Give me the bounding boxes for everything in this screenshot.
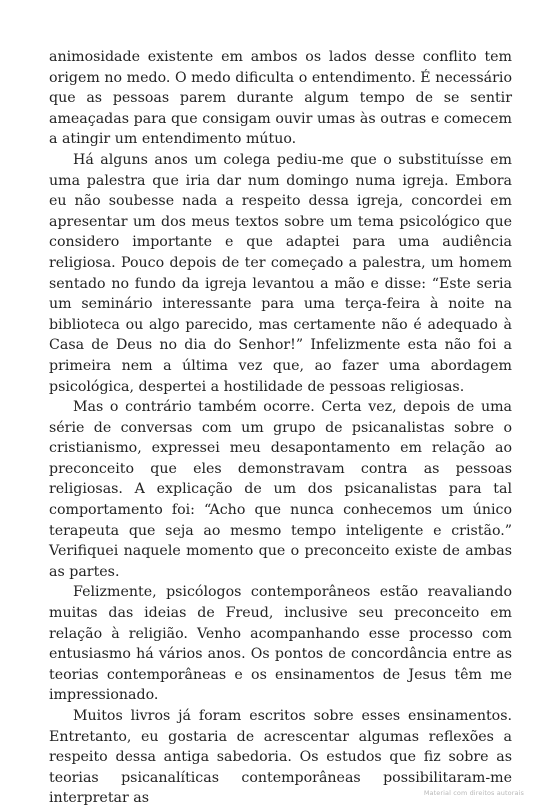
paragraph-continuation: animosidade existente em ambos os lados desse conflito tem origem no medo. O medo dificulta o entendimento. É necessário que as pessoas parem durante algum tempo de se sentir ameaçadas para que consigam ouvir umas às outras e comecem a atingir um entendimento mútuo.	[49, 49, 512, 148]
paragraph-psychoanalysts: Mas o contrário também ocorre. Certa vez, depois de uma série de conversas com um grupo de psicanalistas sobre o cristianismo, expressei meu desapontamento em relação ao preconceito que eles demonstravam contra as pessoas religiosas. A explicação de um dos psicanalistas para tal comportamento foi: “Acho que nunca conhecemos um único terapeuta que seja ao mesmo tempo inteligente e cristão.” Verifiquei naquele momento que o preconceito existe de ambas as partes.	[49, 399, 512, 580]
paragraph-colleague-lecture: Há alguns anos um colega pediu-me que o substituísse em uma palestra que iria dar num domingo numa igreja. Embora eu não soubesse nada a respeito dessa igreja, concordei em apresentar um dos meus textos sobre um tema psicológico que considero importante e que adaptei para uma audiência religiosa. Pouco depois de ter começado a palestra, um homem sentado no fundo da igreja levantou a mão e disse: “Este seria um seminário interessante para uma terça-feira à noite na biblioteca ou algo parecido, mas certamente não é adequado à Casa de Deus no dia do Senhor!” Infelizmente esta não foi a primeira nem a última vez que, ao fazer uma abordagem psicológica, despertei a hostilidade de pessoas religiosas.	[49, 151, 512, 395]
copyright-watermark: Material com direitos autorais	[423, 789, 524, 797]
paragraph-contemporary-psychologists: Felizmente, psicólogos contemporâneos estão reavaliando muitas das ideias de Freud, inclusive seu preconceito em relação à religião. Venho acompanhando esse processo com entusiasmo há vários anos. Os pontos de concordância entre as teorias contemporâneas e os ensinamentos de Jesus têm me impressionado.	[49, 584, 512, 704]
book-page-body	[49, 47, 512, 809]
paragraph-many-books: Muitos livros já foram escritos sobre esses ensinamentos. Entretanto, eu gostaria de acrescentar algumas reflexões a respeito dessa antiga sabedoria. Os estudos que fiz sobre as teorias psicanalíticas contemporâneas possibilitaram-me interpretar as	[49, 708, 512, 807]
